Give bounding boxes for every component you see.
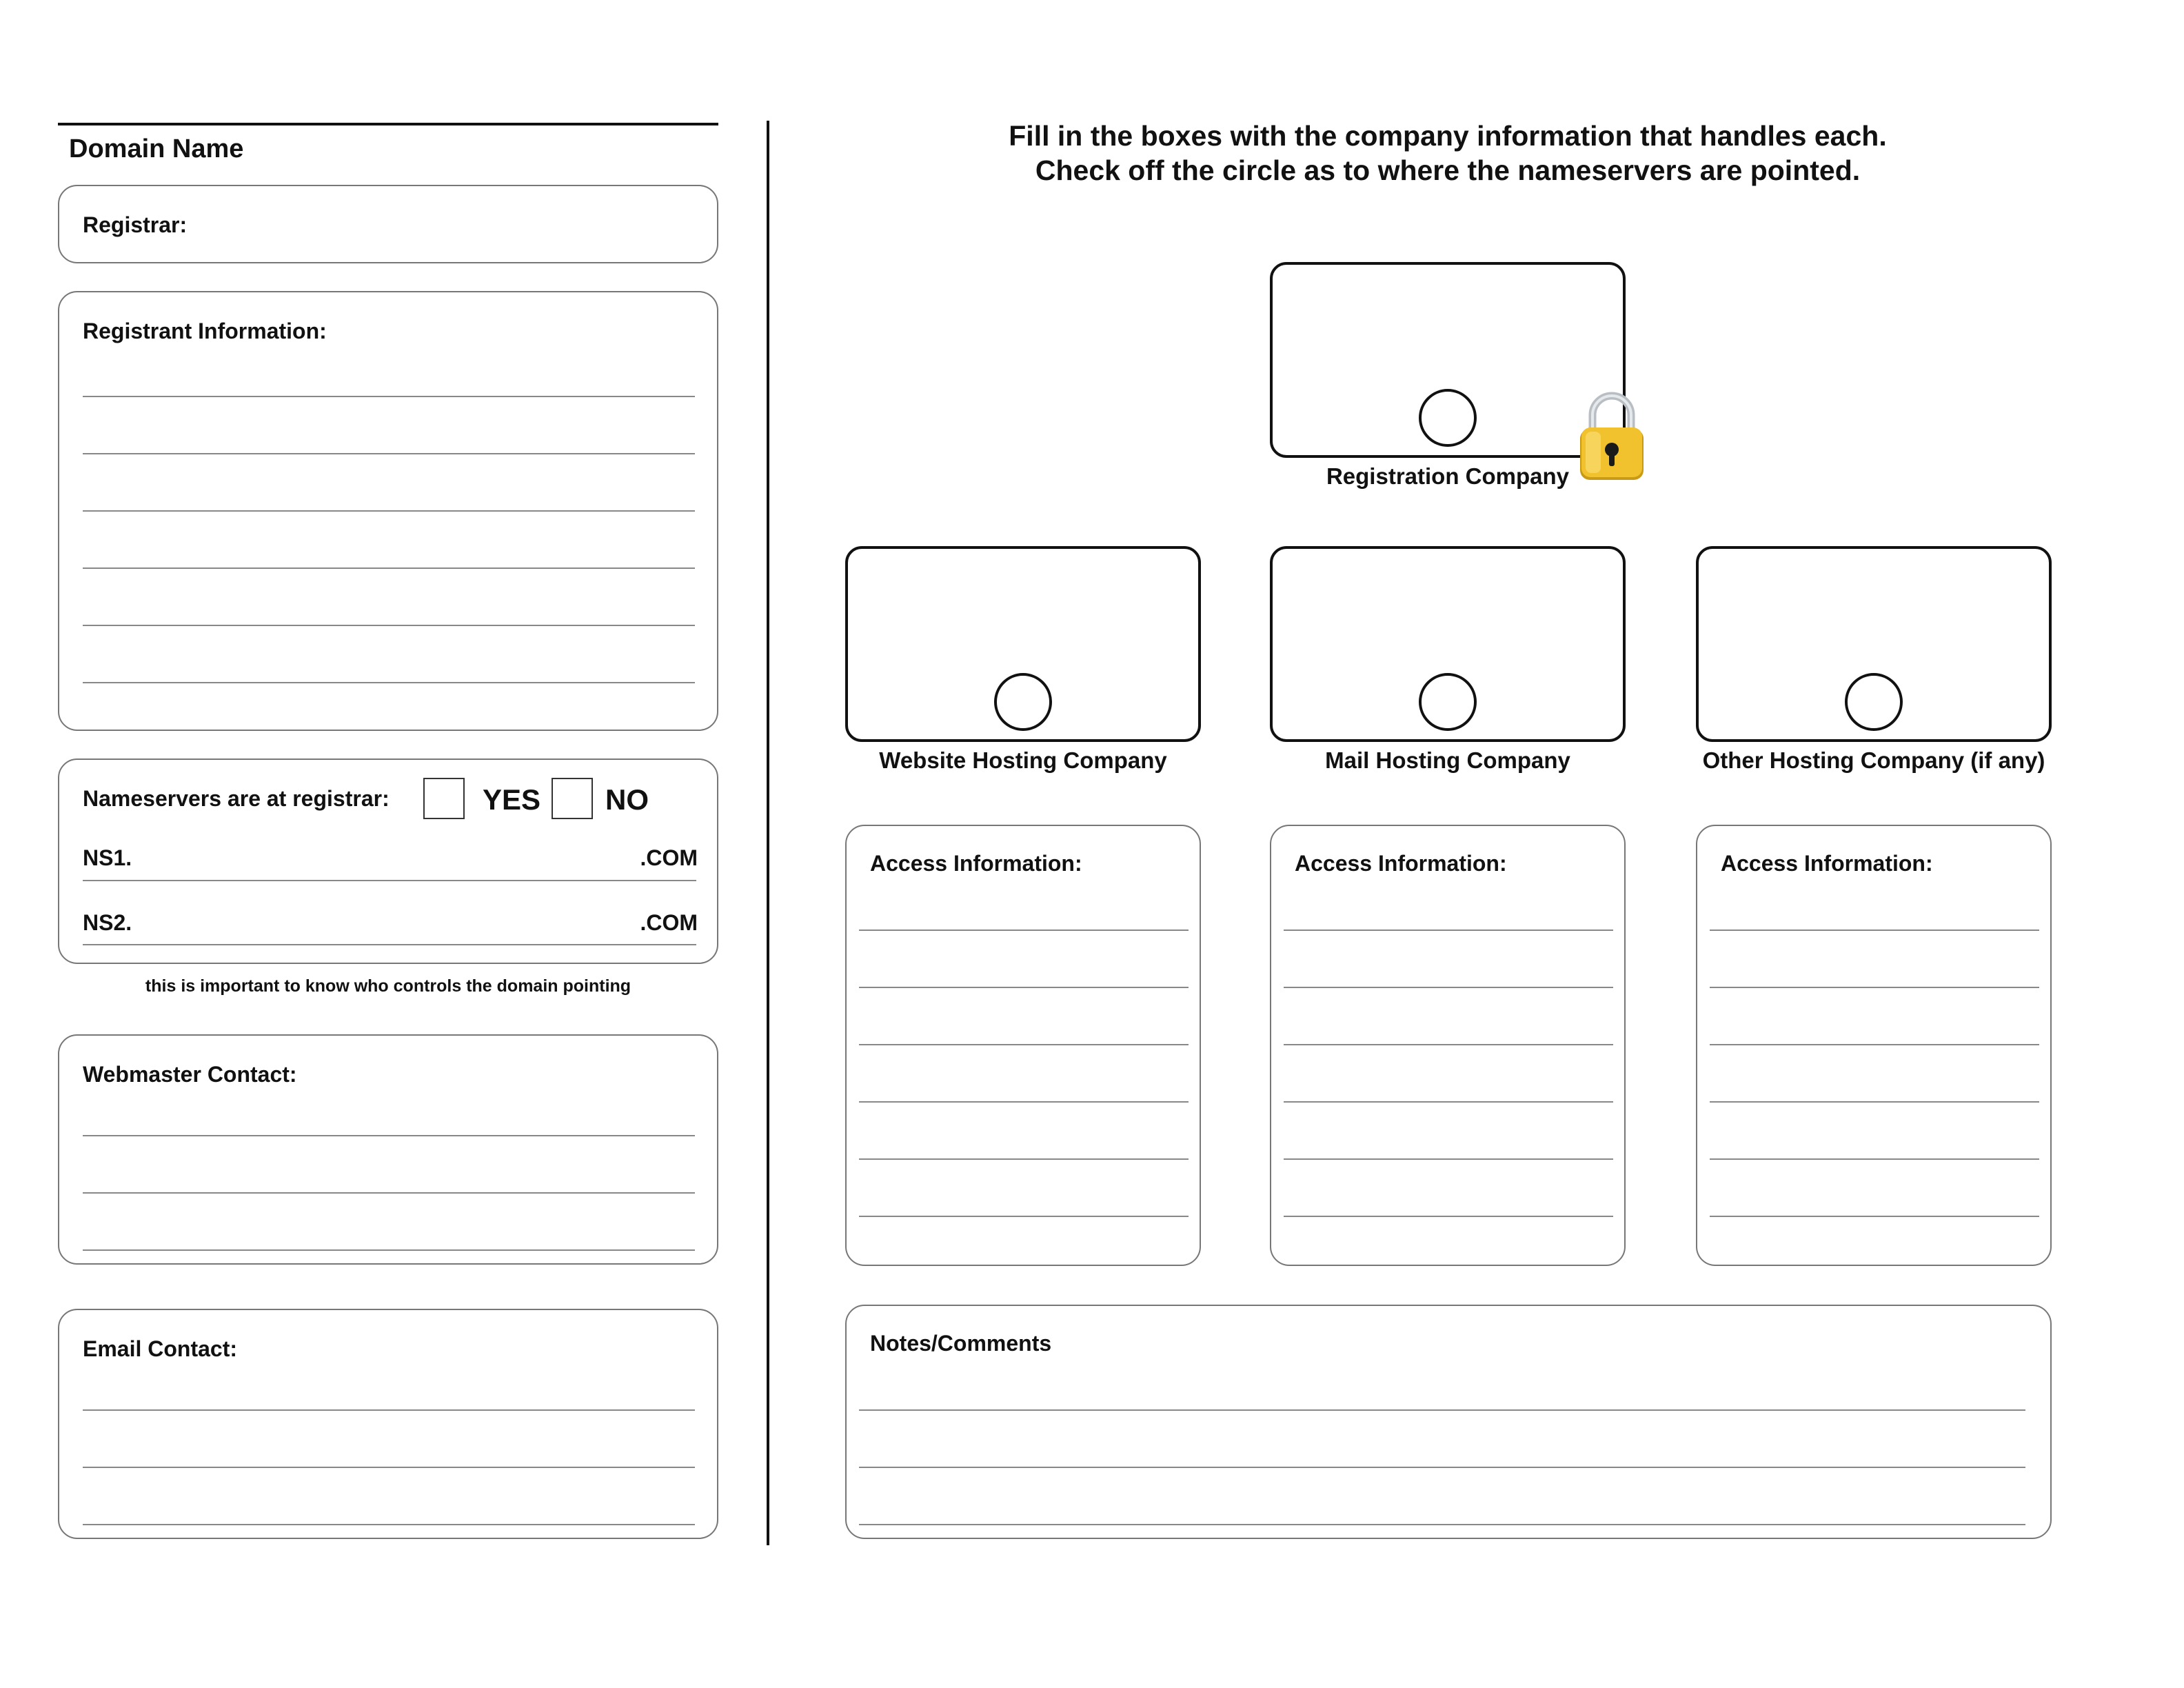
website-hosting-circle[interactable] (994, 673, 1052, 731)
webmaster-line[interactable] (83, 1135, 695, 1136)
other-access-label: Access Information: (1721, 851, 1933, 876)
access-line[interactable] (1284, 1044, 1613, 1045)
instructions-line-1: Fill in the boxes with the company information that handles each. (1009, 120, 1887, 152)
column-divider (767, 121, 769, 1545)
nameservers-label: Nameservers are at registrar: (83, 786, 390, 811)
access-line[interactable] (1710, 1101, 2039, 1103)
registrant-line[interactable] (83, 453, 695, 454)
notes-label: Notes/Comments (870, 1331, 1052, 1356)
email-line[interactable] (83, 1409, 695, 1411)
access-line[interactable] (1710, 930, 2039, 931)
registrant-line[interactable] (83, 625, 695, 626)
access-line[interactable] (1284, 1216, 1613, 1217)
webmaster-box[interactable] (58, 1034, 718, 1265)
access-line[interactable] (1284, 1101, 1613, 1103)
access-line[interactable] (1284, 1158, 1613, 1160)
access-line[interactable] (859, 1044, 1189, 1045)
email-line[interactable] (83, 1524, 695, 1525)
registration-company-box[interactable] (1270, 262, 1626, 458)
access-line[interactable] (859, 1101, 1189, 1103)
registrar-label: Registrar: (83, 212, 188, 237)
yes-checkbox[interactable] (423, 778, 465, 819)
registrant-box[interactable] (58, 291, 718, 731)
ns1-suffix: .COM (640, 845, 698, 870)
notes-line[interactable] (859, 1467, 2025, 1468)
other-access-box[interactable] (1696, 825, 2052, 1266)
registrant-label: Registrant Information: (83, 319, 327, 343)
email-box[interactable] (58, 1309, 718, 1539)
access-line[interactable] (1710, 1216, 2039, 1217)
mail-access-box[interactable] (1270, 825, 1626, 1266)
registrant-line[interactable] (83, 682, 695, 683)
access-line[interactable] (1710, 1044, 2039, 1045)
ns2-suffix: .COM (640, 910, 698, 935)
registration-company-circle[interactable] (1419, 389, 1477, 447)
registrant-line[interactable] (83, 396, 695, 397)
email-label: Email Contact: (83, 1336, 238, 1361)
registration-company-caption: Registration Company (1326, 463, 1570, 489)
instructions-line-2: Check off the circle as to where the nameservers are pointed. (1035, 154, 1861, 186)
registrant-line[interactable] (83, 510, 695, 512)
email-line[interactable] (83, 1467, 695, 1468)
nameservers-note: this is important to know who controls the domain pointing (145, 976, 631, 996)
website-access-box[interactable] (845, 825, 1201, 1266)
ns1-label: NS1. (83, 845, 132, 870)
domain-name-rule (58, 123, 718, 125)
webmaster-line[interactable] (83, 1249, 695, 1251)
other-hosting-circle[interactable] (1845, 673, 1903, 731)
access-line[interactable] (859, 987, 1189, 988)
no-checkbox[interactable] (552, 778, 593, 819)
access-line[interactable] (859, 1158, 1189, 1160)
registrar-box[interactable] (58, 185, 718, 263)
other-hosting-caption: Other Hosting Company (if any) (1702, 747, 2045, 773)
access-line[interactable] (859, 1216, 1189, 1217)
website-hosting-caption: Website Hosting Company (879, 747, 1167, 773)
notes-line[interactable] (859, 1524, 2025, 1525)
no-label: NO (605, 783, 649, 816)
domain-name-label: Domain Name (69, 134, 244, 163)
mail-hosting-caption: Mail Hosting Company (1325, 747, 1570, 773)
other-hosting-box[interactable] (1696, 546, 2052, 742)
access-line[interactable] (1710, 987, 2039, 988)
ns2-label: NS2. (83, 910, 132, 935)
ns1-line[interactable] (83, 880, 696, 881)
webmaster-label: Webmaster Contact: (83, 1062, 297, 1087)
mail-hosting-box[interactable] (1270, 546, 1626, 742)
mail-access-label: Access Information: (1295, 851, 1507, 876)
access-line[interactable] (1284, 930, 1613, 931)
notes-box[interactable] (845, 1305, 2052, 1539)
mail-hosting-circle[interactable] (1419, 673, 1477, 731)
access-line[interactable] (1284, 987, 1613, 988)
website-hosting-box[interactable] (845, 546, 1201, 742)
registrant-line[interactable] (83, 567, 695, 569)
notes-line[interactable] (859, 1409, 2025, 1411)
access-line[interactable] (1710, 1158, 2039, 1160)
access-line[interactable] (859, 930, 1189, 931)
ns2-line[interactable] (83, 944, 696, 945)
yes-label: YES (483, 783, 541, 816)
nameservers-box (58, 758, 718, 964)
webmaster-line[interactable] (83, 1192, 695, 1194)
website-access-label: Access Information: (870, 851, 1082, 876)
